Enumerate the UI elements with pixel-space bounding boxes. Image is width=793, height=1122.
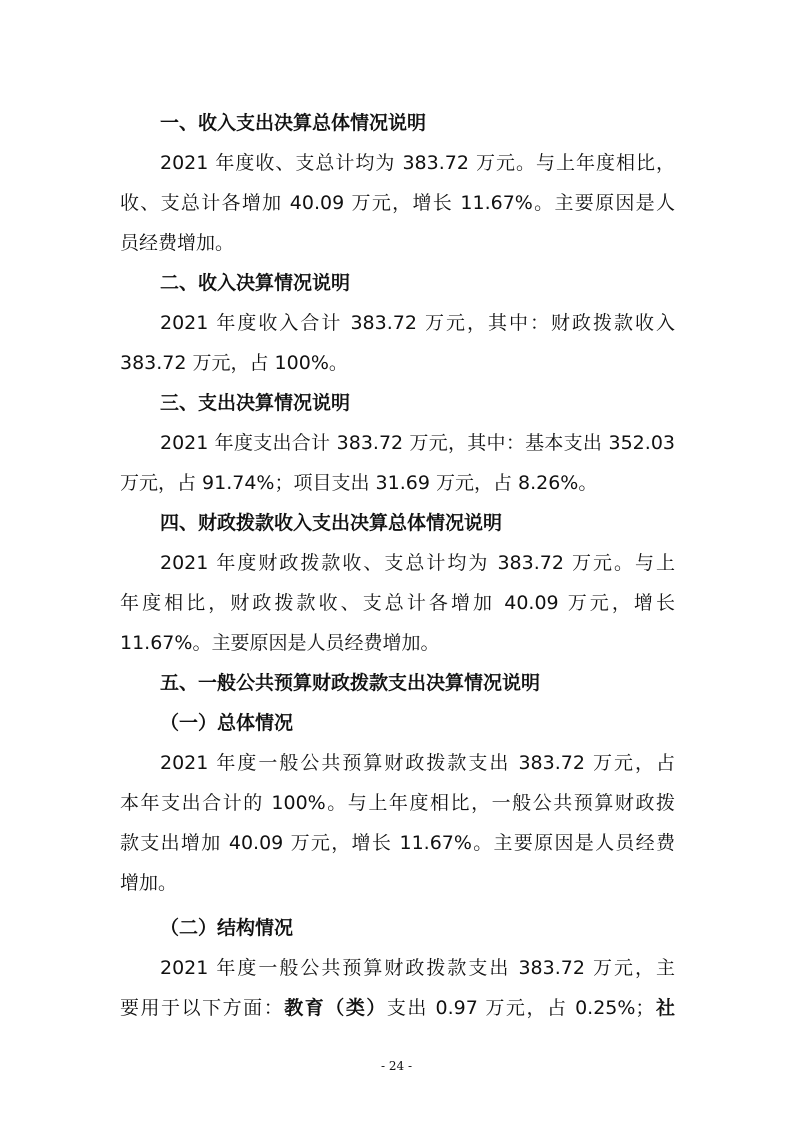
subsection-structure-paragraph xyxy=(120,948,675,1028)
section-4-paragraph xyxy=(120,543,675,663)
document-body xyxy=(120,103,675,1028)
paragraph-line: 本年支出合计的 100%。与上年度相比，一般公共预算财政拨 xyxy=(120,792,675,814)
section-4-heading: 四、财政拨款收入支出决算总体情况说明 xyxy=(160,512,503,534)
section-5-heading: 五、一般公共预算财政拨款支出决算情况说明 xyxy=(160,672,541,694)
text-run: 支出 0.97 万元，占 0.25%； xyxy=(386,997,655,1019)
paragraph-line: 2021 年度财政拨款收、支总计均为 383.72 万元。与上 xyxy=(160,552,675,574)
page-number: - 24 - xyxy=(380,1059,412,1073)
paragraph-line: 2021 年度支出合计 383.72 万元，其中：基本支出 352.03 xyxy=(160,432,675,454)
paragraph-line: 年度相比，财政拨款收、支总计各增加 40.09 万元，增长 xyxy=(120,592,675,614)
paragraph-line: 2021 年度一般公共预算财政拨款支出 383.72 万元，占 xyxy=(160,752,675,774)
text-run: 要用于以下方面： xyxy=(120,997,285,1019)
section-3-heading: 三、支出决算情况说明 xyxy=(160,392,351,414)
paragraph-line: 2021 年度收、支总计均为 383.72 万元。与上年度相比， xyxy=(160,152,675,174)
section-1-paragraph xyxy=(120,143,675,263)
section-2-paragraph xyxy=(120,303,675,383)
bold-category-text: 社 xyxy=(654,997,675,1019)
section-3-paragraph xyxy=(120,423,675,503)
paragraph-line: 383.72 万元，占 100%。 xyxy=(120,352,348,374)
paragraph-line xyxy=(120,988,675,1028)
paragraph-line: 员经费增加。 xyxy=(120,232,235,254)
paragraph-line: 2021 年度一般公共预算财政拨款支出 383.72 万元，主 xyxy=(160,957,675,979)
section-1-heading: 一、收入支出决算总体情况说明 xyxy=(160,112,427,134)
bold-category-text: 教育（类） xyxy=(284,997,387,1019)
subsection-overall-heading: （一）总体情况 xyxy=(160,712,294,734)
paragraph-line: 收、支总计各增加 40.09 万元，增长 11.67%。主要原因是人 xyxy=(120,192,675,214)
subsection-structure-heading: （二）结构情况 xyxy=(160,917,294,939)
paragraph-line: 11.67%。主要原因是人员经费增加。 xyxy=(120,632,440,654)
paragraph-line: 万元，占 91.74%；项目支出 31.69 万元，占 8.26%。 xyxy=(120,472,598,494)
paragraph-line: 增加。 xyxy=(120,872,178,894)
subsection-overall-paragraph xyxy=(120,743,675,903)
section-2-heading: 二、收入决算情况说明 xyxy=(160,272,351,294)
paragraph-line: 款支出增加 40.09 万元，增长 11.67%。主要原因是人员经费 xyxy=(120,832,675,854)
paragraph-line: 2021 年度收入合计 383.72 万元，其中：财政拨款收入 xyxy=(160,312,675,334)
